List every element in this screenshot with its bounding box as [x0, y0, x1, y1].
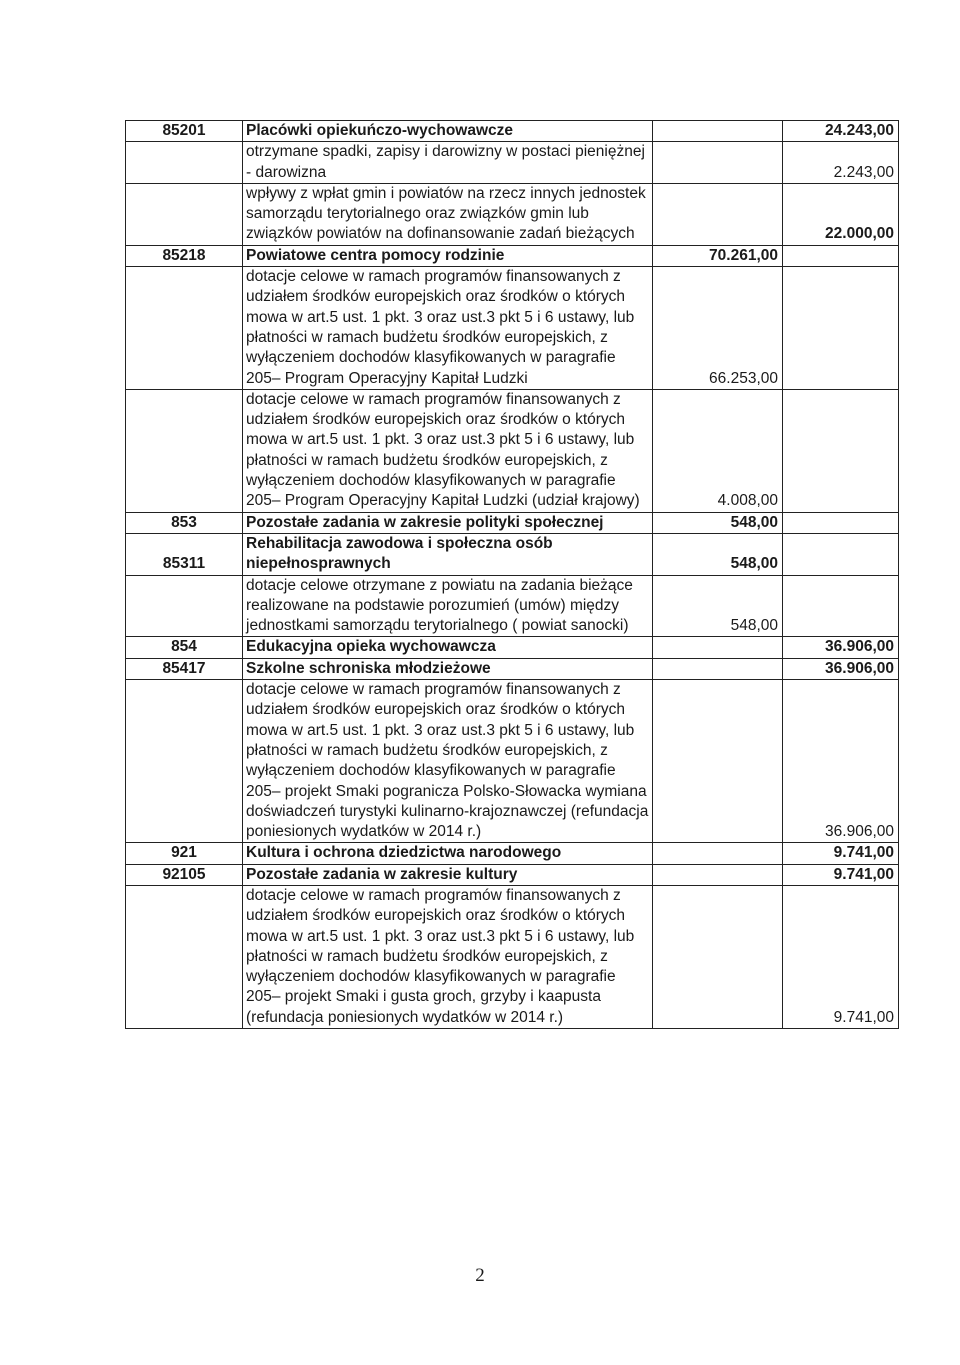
row-amount-col1 [653, 843, 783, 864]
row-amount-col2: 36.906,00 [783, 658, 899, 679]
row-code: 921 [126, 843, 243, 864]
row-amount-col1: 548,00 [653, 533, 783, 575]
section-row [126, 245, 899, 266]
row-description: Szkolne schroniska młodzieżowe [243, 658, 653, 679]
row-code [126, 183, 243, 245]
row-amount-col1 [653, 680, 783, 843]
row-code: 853 [126, 512, 243, 533]
row-amount-col2 [783, 245, 899, 266]
row-code [126, 680, 243, 843]
row-description: dotacje celowe w ramach programów finansowanych z udziałem środków europejskich oraz środków o których mowa w art.5 ust. 1 pkt. 3 oraz ust.3 pkt 5 i 6 ustawy, lub płatności w ramach budżetu środków europejskich, z wyłączeniem dochodów klasyfikowanych w paragrafie 205– Program Operacyjny Kapitał Ludzki [243, 267, 653, 390]
row-description: dotacje celowe w ramach programów finansowanych z udziałem środków europejskich oraz środków o których mowa w art.5 ust. 1 pkt. 3 oraz ust.3 pkt 5 i 6 ustawy, lub płatności w ramach budżetu środków europejskich, z wyłączeniem dochodów klasyfikowanych w paragrafie 205– projekt Smaki i gusta groch, grzyby i kaapusta (refundacja poniesionych wydatków w 2014 r.) [243, 885, 653, 1028]
row-amount-col2: 9.741,00 [783, 843, 899, 864]
detail-row [126, 885, 899, 1028]
section-row [126, 658, 899, 679]
row-amount-col2 [783, 512, 899, 533]
row-description: dotacje celowe w ramach programów finansowanych z udziałem środków europejskich oraz środków o których mowa w art.5 ust. 1 pkt. 3 oraz ust.3 pkt 5 i 6 ustawy, lub płatności w ramach budżetu środków europejskich, z wyłączeniem dochodów klasyfikowanych w paragrafie 205– projekt Smaki pogranicza Polsko-Słowacka wymiana doświadczeń turystyki kulinarno-krajoznawczej (refundacja poniesionych wydatków w 2014 r.) [243, 680, 653, 843]
row-code [126, 885, 243, 1028]
row-amount-col1 [653, 183, 783, 245]
detail-row [126, 680, 899, 843]
budget-table [125, 120, 899, 1029]
section-row [126, 843, 899, 864]
row-amount-col1 [653, 658, 783, 679]
row-code: 92105 [126, 864, 243, 885]
row-description: wpływy z wpłat gmin i powiatów na rzecz innych jednostek samorządu terytorialnego oraz związków gmin lub związków powiatów na dofinansowanie zadań bieżących [243, 183, 653, 245]
row-amount-col1: 66.253,00 [653, 267, 783, 390]
row-amount-col2: 22.000,00 [783, 183, 899, 245]
row-description: Pozostałe zadania w zakresie polityki społecznej [243, 512, 653, 533]
section-row [126, 512, 899, 533]
row-description: Placówki opiekuńczo-wychowawcze [243, 121, 653, 142]
row-description: Edukacyjna opieka wychowawcza [243, 637, 653, 658]
row-code [126, 267, 243, 390]
row-amount-col1 [653, 637, 783, 658]
row-amount-col1 [653, 121, 783, 142]
row-amount-col2: 2.243,00 [783, 142, 899, 184]
row-description: Powiatowe centra pomocy rodzinie [243, 245, 653, 266]
row-amount-col2: 24.243,00 [783, 121, 899, 142]
row-amount-col2 [783, 389, 899, 512]
section-row [126, 533, 899, 575]
section-row [126, 637, 899, 658]
row-amount-col2 [783, 533, 899, 575]
row-code: 854 [126, 637, 243, 658]
row-amount-col2: 36.906,00 [783, 637, 899, 658]
row-amount-col1: 70.261,00 [653, 245, 783, 266]
detail-row [126, 267, 899, 390]
page-number: 2 [475, 1265, 485, 1286]
row-amount-col2 [783, 267, 899, 390]
row-code: 85201 [126, 121, 243, 142]
row-code: 85417 [126, 658, 243, 679]
row-amount-col2 [783, 575, 899, 637]
row-code: 85218 [126, 245, 243, 266]
detail-row [126, 575, 899, 637]
row-amount-col1: 548,00 [653, 512, 783, 533]
row-description: otrzymane spadki, zapisy i darowizny w postaci pieniężnej - darowizna [243, 142, 653, 184]
section-row [126, 121, 899, 142]
row-amount-col2: 9.741,00 [783, 864, 899, 885]
row-code [126, 142, 243, 184]
row-code [126, 389, 243, 512]
section-row [126, 864, 899, 885]
detail-row [126, 183, 899, 245]
row-amount-col1 [653, 864, 783, 885]
row-description: dotacje celowe w ramach programów finansowanych z udziałem środków europejskich oraz środków o których mowa w art.5 ust. 1 pkt. 3 oraz ust.3 pkt 5 i 6 ustawy, lub płatności w ramach budżetu środków europejskich, z wyłączeniem dochodów klasyfikowanych w paragrafie 205– Program Operacyjny Kapitał Ludzki (udział krajowy) [243, 389, 653, 512]
row-code [126, 575, 243, 637]
row-amount-col2: 9.741,00 [783, 885, 899, 1028]
row-amount-col2: 36.906,00 [783, 680, 899, 843]
row-description: Rehabilitacja zawodowa i społeczna osób niepełnosprawnych [243, 533, 653, 575]
detail-row [126, 142, 899, 184]
row-description: Pozostałe zadania w zakresie kultury [243, 864, 653, 885]
row-amount-col1: 4.008,00 [653, 389, 783, 512]
row-description: dotacje celowe otrzymane z powiatu na zadania bieżące realizowane na podstawie porozumień (umów) między jednostkami samorządu terytorialnego ( powiat sanocki) [243, 575, 653, 637]
row-amount-col1: 548,00 [653, 575, 783, 637]
row-amount-col1 [653, 142, 783, 184]
row-code: 85311 [126, 533, 243, 575]
row-description: Kultura i ochrona dziedzictwa narodowego [243, 843, 653, 864]
detail-row [126, 389, 899, 512]
row-amount-col1 [653, 885, 783, 1028]
